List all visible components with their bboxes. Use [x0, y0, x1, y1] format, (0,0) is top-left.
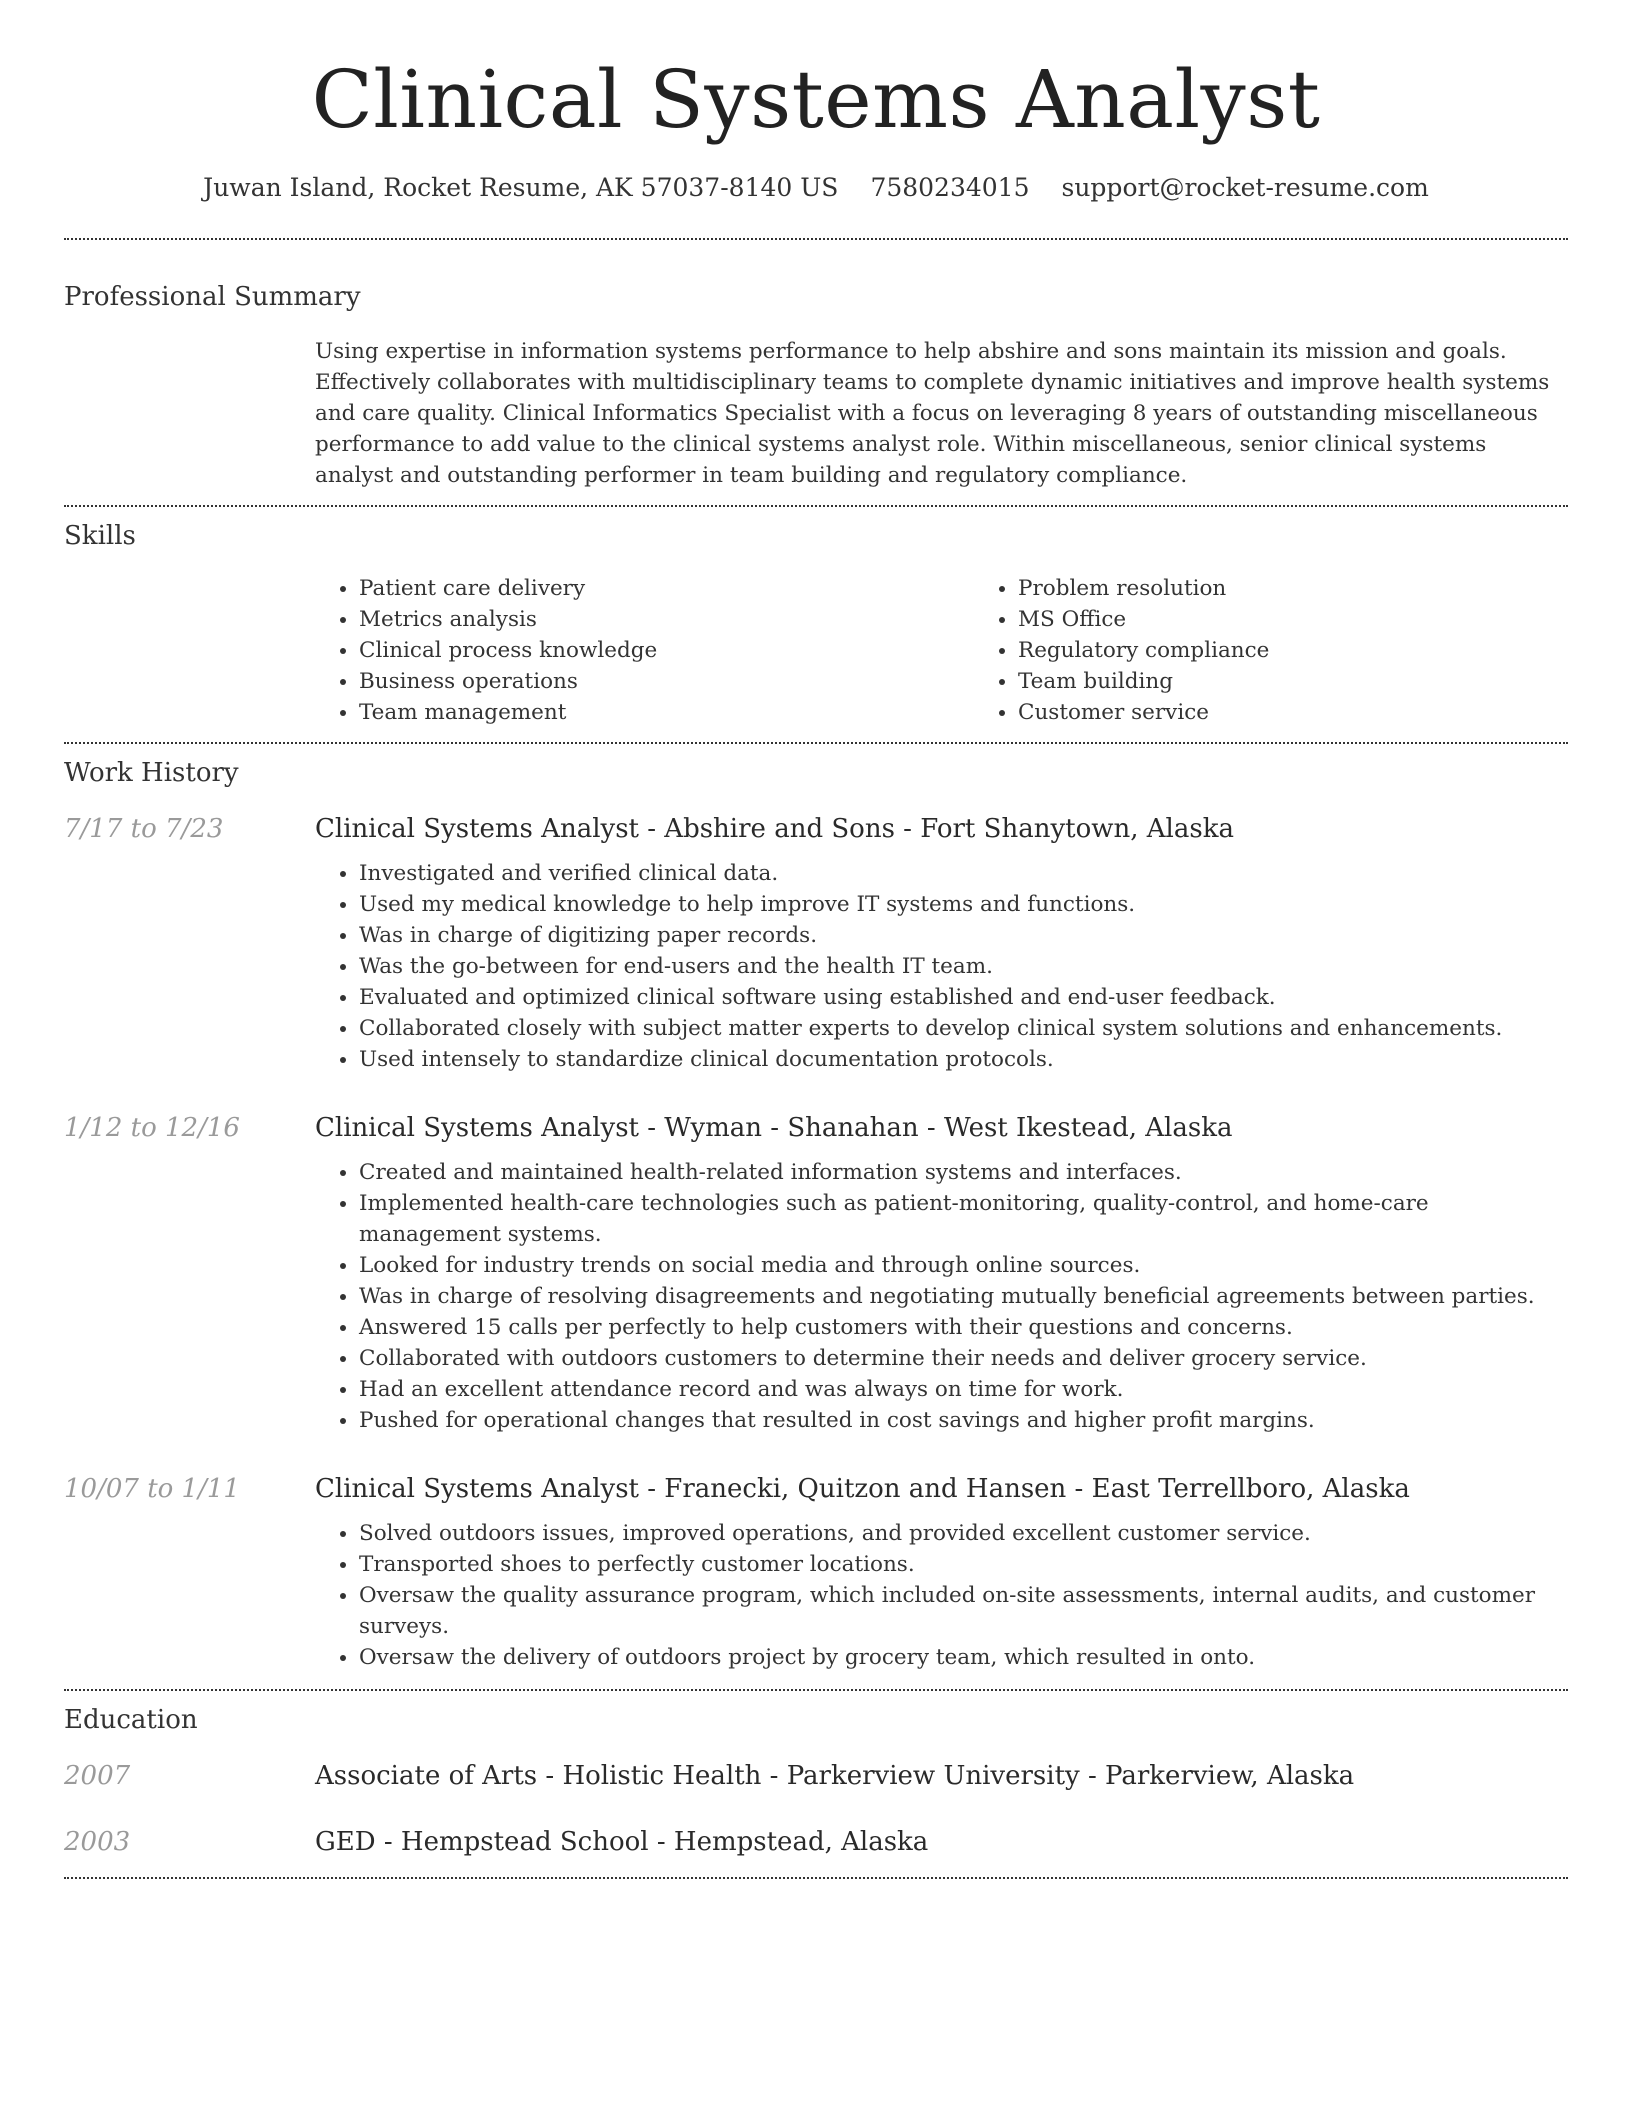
education-entry: [64, 1759, 1568, 1793]
job-dates: 7/17 to 7/23: [64, 814, 224, 844]
divider: [64, 1689, 1568, 1691]
divider: [64, 505, 1568, 507]
job-entry: [64, 1111, 1568, 1436]
resume-page: [64, 0, 1568, 1879]
job-title: Clinical Systems Analyst - Abshire and Sons - Fort Shanytown, Alaska: [315, 814, 1234, 844]
job-bullet: • Used intensely to standardize clinical documentation protocols.: [359, 1044, 1568, 1075]
divider: [64, 1877, 1568, 1879]
contact-address: Juwan Island, Rocket Resume, AK 57037-8140 US: [203, 173, 839, 202]
job-bullet: • Answered 15 calls per perfectly to help customers with their questions and concerns.: [359, 1312, 1568, 1343]
skill-item: • Patient care delivery: [359, 573, 974, 604]
skill-item: • MS Office: [1018, 604, 1632, 635]
job-bullet: • Solved outdoors issues, improved operations, and provided excellent customer service.: [359, 1518, 1568, 1549]
education-title: Associate of Arts - Holistic Health - Parkerview University - Parkerview, Alaska: [315, 1761, 1355, 1791]
skill-item: • Regulatory compliance: [1018, 635, 1632, 666]
resume-title: Clinical Systems Analyst: [311, 53, 1321, 146]
summary-text: Using expertise in information systems performance to help abshire and sons maintain its mission and goals. Effectively collaborates with multidisciplinary teams to complete dynamic initiatives and improve health systems and care quality. Clinical Informatics Specialist with a focus on leveraging 8 years of outstanding miscellaneous performance to add value to the clinical systems analyst role. Within miscellaneous, senior clinical systems analyst and outstanding performer in team building and regulatory compliance.: [315, 339, 1550, 488]
divider: [64, 238, 1568, 240]
education-year: 2007: [64, 1761, 131, 1791]
skill-item: • Business operations: [359, 666, 974, 697]
job-title: Clinical Systems Analyst - Wyman - Shanahan - West Ikestead, Alaska: [315, 1113, 1233, 1143]
contact-phone: 7580234015: [870, 173, 1030, 202]
job-bullet: • Implemented health-care technologies such as patient-monitoring, quality-control, and home-care management systems.: [359, 1188, 1568, 1250]
job-bullet: • Was in charge of digitizing paper records.: [359, 920, 1568, 951]
section-heading-education: Education: [64, 1705, 198, 1735]
job-entry: [64, 812, 1568, 1075]
contact-line: [64, 172, 1568, 204]
skill-item: • Problem resolution: [1018, 573, 1632, 604]
skill-item: • Customer service: [1018, 697, 1632, 728]
job-bullet: • Had an excellent attendance record and was always on time for work.: [359, 1374, 1568, 1405]
skills-list-left: [315, 573, 974, 728]
job-bullets: [315, 858, 1568, 1075]
job-entry: [64, 1472, 1568, 1673]
skill-item: • Metrics analysis: [359, 604, 974, 635]
section-heading-summary: Professional Summary: [64, 282, 361, 312]
job-bullet: • Investigated and verified clinical data.: [359, 858, 1568, 889]
job-bullet: • Was the go-between for end-users and the health IT team.: [359, 951, 1568, 982]
job-bullet: • Pushed for operational changes that resulted in cost savings and higher profit margins.: [359, 1405, 1568, 1436]
job-bullet: • Looked for industry trends on social media and through online sources.: [359, 1250, 1568, 1281]
education-title: GED - Hempstead School - Hempstead, Alaska: [315, 1827, 929, 1857]
job-bullet: • Was in charge of resolving disagreements and negotiating mutually beneficial agreements between parties.: [359, 1281, 1568, 1312]
education-entry: [64, 1825, 1568, 1859]
job-bullets: [315, 1157, 1568, 1436]
job-bullet: • Oversaw the quality assurance program, which included on-site assessments, internal audits, and customer surveys.: [359, 1580, 1568, 1642]
section-heading-skills: Skills: [64, 521, 136, 551]
education-year: 2003: [64, 1827, 131, 1857]
skills-section: [64, 573, 1568, 728]
job-bullet: • Collaborated with outdoors customers to determine their needs and deliver grocery service.: [359, 1343, 1568, 1374]
job-bullet: • Evaluated and optimized clinical software using established and end-user feedback.: [359, 982, 1568, 1013]
section-heading-work: Work History: [64, 758, 239, 788]
job-title: Clinical Systems Analyst - Franecki, Quitzon and Hansen - East Terrellboro, Alaska: [315, 1474, 1410, 1504]
skill-item: • Team building: [1018, 666, 1632, 697]
divider: [64, 742, 1568, 744]
job-bullet: • Collaborated closely with subject matter experts to develop clinical system solutions and enhancements.: [359, 1013, 1568, 1044]
job-dates: 10/07 to 1/11: [64, 1474, 240, 1504]
contact-email: support@rocket-resume.com: [1061, 173, 1429, 202]
job-bullet: • Oversaw the delivery of outdoors project by grocery team, which resulted in onto.: [359, 1642, 1568, 1673]
skill-item: • Team management: [359, 697, 974, 728]
job-bullet: • Transported shoes to perfectly customer locations.: [359, 1549, 1568, 1580]
summary-section: [64, 336, 1568, 491]
skill-item: • Clinical process knowledge: [359, 635, 974, 666]
skills-list-right: [974, 573, 1632, 728]
job-bullet: • Created and maintained health-related information systems and interfaces.: [359, 1157, 1568, 1188]
job-bullets: [315, 1518, 1568, 1673]
job-bullet: • Used my medical knowledge to help improve IT systems and functions.: [359, 889, 1568, 920]
job-dates: 1/12 to 12/16: [64, 1113, 240, 1143]
